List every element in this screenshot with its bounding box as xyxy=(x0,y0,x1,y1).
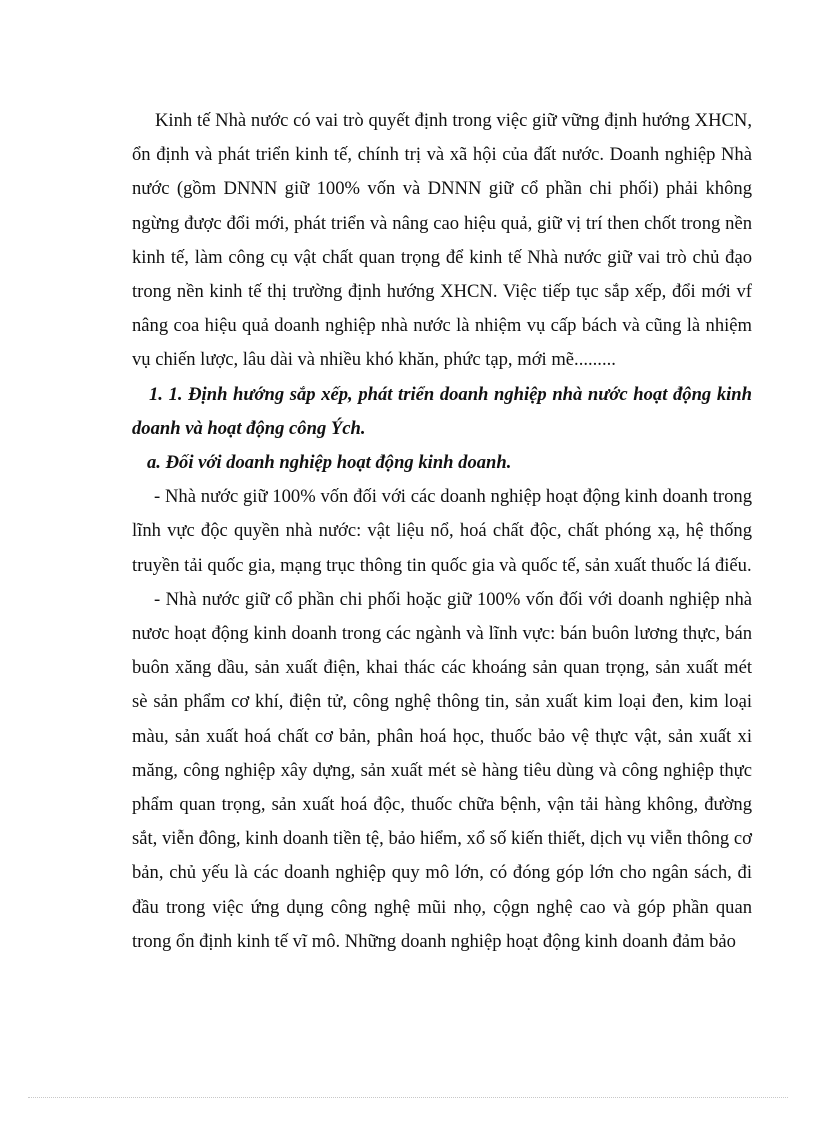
subsection-heading-a: a. Đối với doanh nghiệp hoạt động kinh doanh. xyxy=(147,452,512,474)
page-bottom-divider xyxy=(28,1097,788,1098)
intro-paragraph: Kinh tế Nhà nước có vai trò quyết định trong việc giữ vững định hướng XHCN, ổn định và phát triển kinh tế, chính trị và xã hội của đất nước. Doanh nghiệp Nhà nước (gồm DNNN giữ 100% vốn và DNNN giữ cổ phần chi phối) phải không ngừng được đổi mới, phát triển và nâng cao hiệu quả, giữ vị trí then chốt trong nền kinh tế, làm công cụ vật chất quan trọng để kinh tế Nhà nước giữ vai trò chủ đạo trong nền kinh tế thị trường định hướng XHCN. Việc tiếp tục sắp xếp, đổi mới vf nâng coa hiệu quả doanh nghiệp nhà nước là nhiệm vụ cấp bách và cũng là nhiệm vụ chiến lược, lâu dài và nhiều khó khăn, phức tạp, mới mẽ......... xyxy=(132,110,752,371)
bullet-paragraph-2: - Nhà nước giữ cổ phần chi phối hoặc giữ 100% vốn đối với doanh nghiệp nhà nươc hoạt động kinh doanh trong các ngành và lĩnh vực: bán buôn lương thực, bán buôn xăng dầu, sản xuất điện, khai thác các khoáng sản quan trọng, sản xuất mét sè sản phẩm cơ khí, điện tử, công nghệ thông tin, sản xuất kim loại đen, kim loại màu, sản xuất hoá chất cơ bản, phân hoá học, thuốc bảo vệ thực vật, sản xuất xi măng, công nghiệp xây dựng, sản xuất mét sè hàng tiêu dùng và công nghiệp thực phẩm quan trọng, sản xuất hoá độc, thuốc chữa bệnh, vận tải hàng không, đường sắt, viễn đông, kinh doanh tiền tệ, bảo hiểm, xổ số kiến thiết, dịch vụ viễn thông cơ bản, chủ yếu là các doanh nghiệp quy mô lớn, có đóng góp lớn cho ngân sách, đi đầu trong việc ứng dụng công nghệ mũi nhọ, cộgn nghệ cao và góp phần quan trong ổn định kinh tế vĩ mô. Những doanh nghiệp hoạt động kinh doanh đảm bảo xyxy=(132,588,752,952)
section-heading-1-1: 1. 1. Định hướng sắp xếp, phát triển doanh nghiệp nhà nước hoạt động kinh doanh và hoạt động công Ých. xyxy=(132,383,752,439)
document-body xyxy=(132,104,752,959)
bullet-paragraph-1: - Nhà nước giữ 100% vốn đối với các doanh nghiệp hoạt động kinh doanh trong lĩnh vực độc quyền nhà nước: vật liệu nổ, hoá chất độc, chất phóng xạ, hệ thống truyền tải quốc gia, mạng trục thông tin quốc gia và quốc tế, sản xuất thuốc lá điếu. xyxy=(132,486,752,576)
